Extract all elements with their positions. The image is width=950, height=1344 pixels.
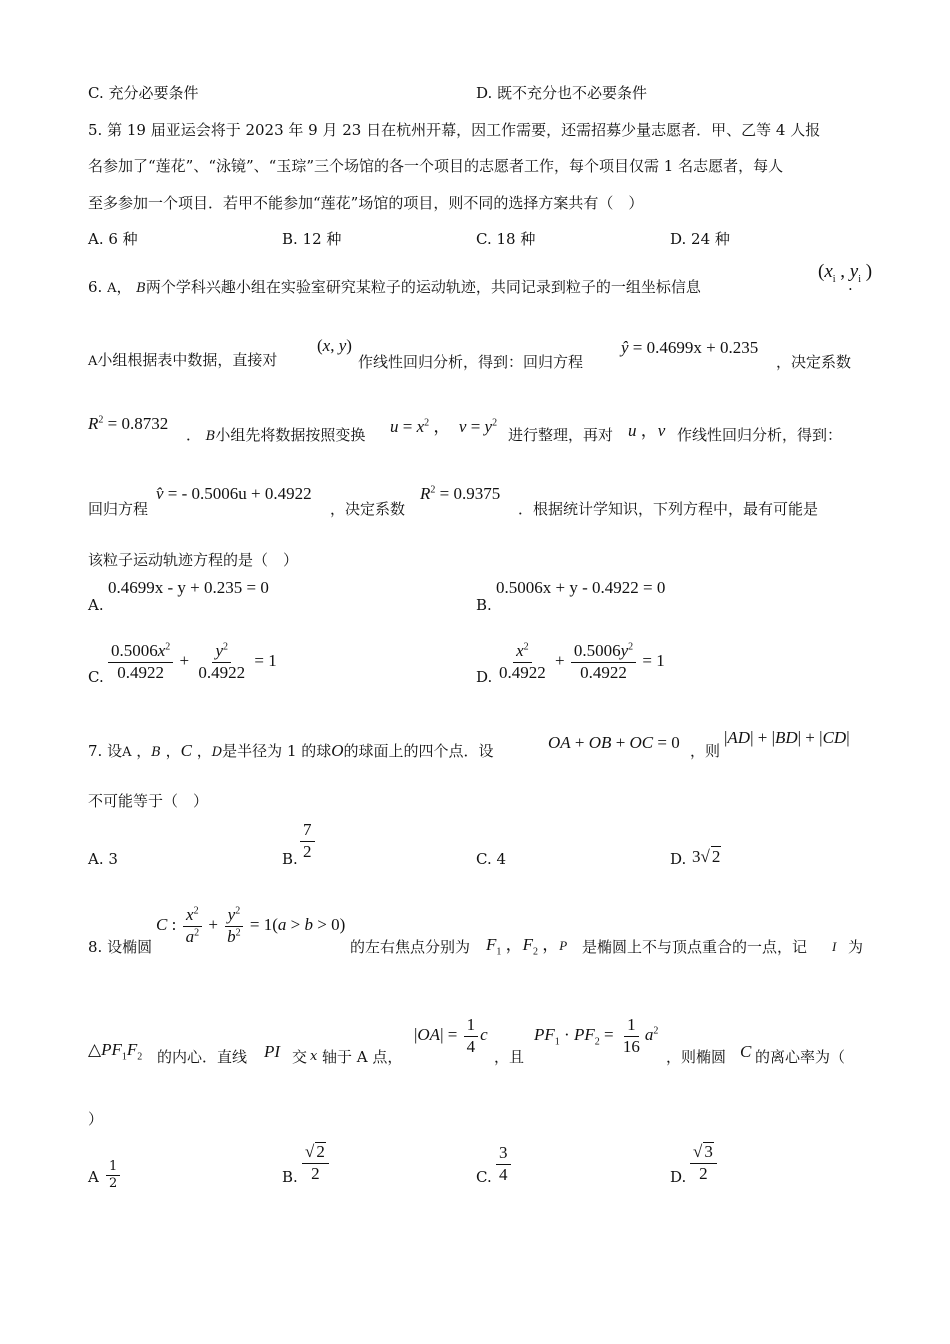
- q5-line-2: 名参加了“莲花”、“泳镜”、“玉琮”三个场馆的各一个项目的志愿者工作，每个项目仅需 1 名志愿者，每人: [88, 157, 784, 175]
- q5-option-d: D. 24 种: [670, 230, 730, 248]
- q5-option-c: C. 18 种: [476, 230, 536, 248]
- q6-line-1: 6. A， B两个学科兴趣小组在实验室研究某粒子的运动轨迹，共同记录到粒子的一组坐标信息: [88, 278, 701, 296]
- q5-line-1: 5. 第 19 届亚运会将于 2023 年 9 月 23 日在杭州开幕，因工作需要，还需招募少量志愿者．甲、乙等 4 人报: [88, 121, 821, 139]
- q8-option-d: $\frac{√ 3}{2}$: [688, 1142, 719, 1183]
- q8-option-c: $\frac{3}{4}$: [494, 1144, 513, 1184]
- q6-line-5: 该粒子运动轨迹方程的是（ ）: [88, 551, 299, 569]
- q6-r2-a: $R^2 = 0.8732$: [88, 414, 169, 433]
- q7-line-2: 不可能等于（ ）: [88, 792, 209, 810]
- q8-triangle: $\triangle PF_1F_2$: [88, 1040, 143, 1063]
- q6-regression-eq-a: ŷ = 0.4699x + 0.235: [621, 338, 759, 357]
- q8-ellipse-equation: C : $\frac{x^2}{a^2}$ + $\frac{y^2}{b^2}$ = 1(a > b > 0): [156, 905, 346, 946]
- q8-option-a: $\frac{1}{2}$: [104, 1160, 122, 1192]
- q8-oa-length: |OA| = $\frac{1}{4}$ c: [414, 1015, 488, 1056]
- q6-line-3: ． B小组先将数据按照变换: [186, 426, 366, 444]
- q6-line-2: A小组根据表中数据，直接对: [88, 351, 278, 369]
- q8-foci: $F_1$ ，$F_2$ ，P: [486, 935, 568, 958]
- q4-option-c: C. 充分必要条件: [88, 84, 199, 102]
- q7-option-d: 3√ 2: [692, 847, 721, 866]
- q6-transform: $u = x^2$ ， $v = y^2$: [390, 417, 498, 436]
- q7-line-1: 7. 设A ，B ，C ，D是半径为 1 的球O的球面上的四个点．设: [88, 741, 494, 760]
- q6-coordinate-pair: ($x_i$ , $y_i$ ): [818, 261, 873, 285]
- q4-option-d: D. 既不充分也不必要条件: [476, 84, 648, 102]
- q6-r2-b: $R^2 = 0.9375$: [420, 484, 501, 503]
- q5-line-3: 至多参加一个项目．若甲不能参加“莲花”场馆的项目，则不同的选择方案共有（ ）: [88, 194, 644, 212]
- q5-option-b: B. 12 种: [282, 230, 342, 248]
- q8-option-b: $\frac{√ 2}{2}$: [300, 1142, 331, 1183]
- q6-option-a: 0.4699x - y + 0.235 = 0: [108, 578, 269, 597]
- q7-vector-sum: OA + OB + OC = 0: [548, 733, 680, 752]
- q7-option-a: A. 3: [88, 850, 118, 868]
- q7-option-b: $\frac{7}{2}$: [298, 821, 317, 861]
- q6-option-b: 0.5006x + y - 0.4922 = 0: [496, 578, 666, 597]
- q7-abs-sum: |AD| + |BD| + |CD|: [724, 728, 850, 747]
- q6-regression-eq-b: v̂ = - 0.5006u + 0.4922: [156, 484, 312, 503]
- q7-option-c: C. 4: [476, 850, 507, 868]
- q5-option-a: A. 6 种: [88, 230, 138, 248]
- q6-option-d: $\frac{x^2}{0.4922}$ + $\frac{0.5006y^2}{0.4922}$ = 1: [499, 641, 665, 682]
- q6-option-c: $\frac{0.5006x^2}{0.4922}$ + $\frac{y^2}{0.4922}$ = 1: [106, 642, 277, 682]
- q8-dot-product: $PF_1 \cdot PF_2$ = $\frac{1}{16}$ $a^2$: [534, 1015, 659, 1056]
